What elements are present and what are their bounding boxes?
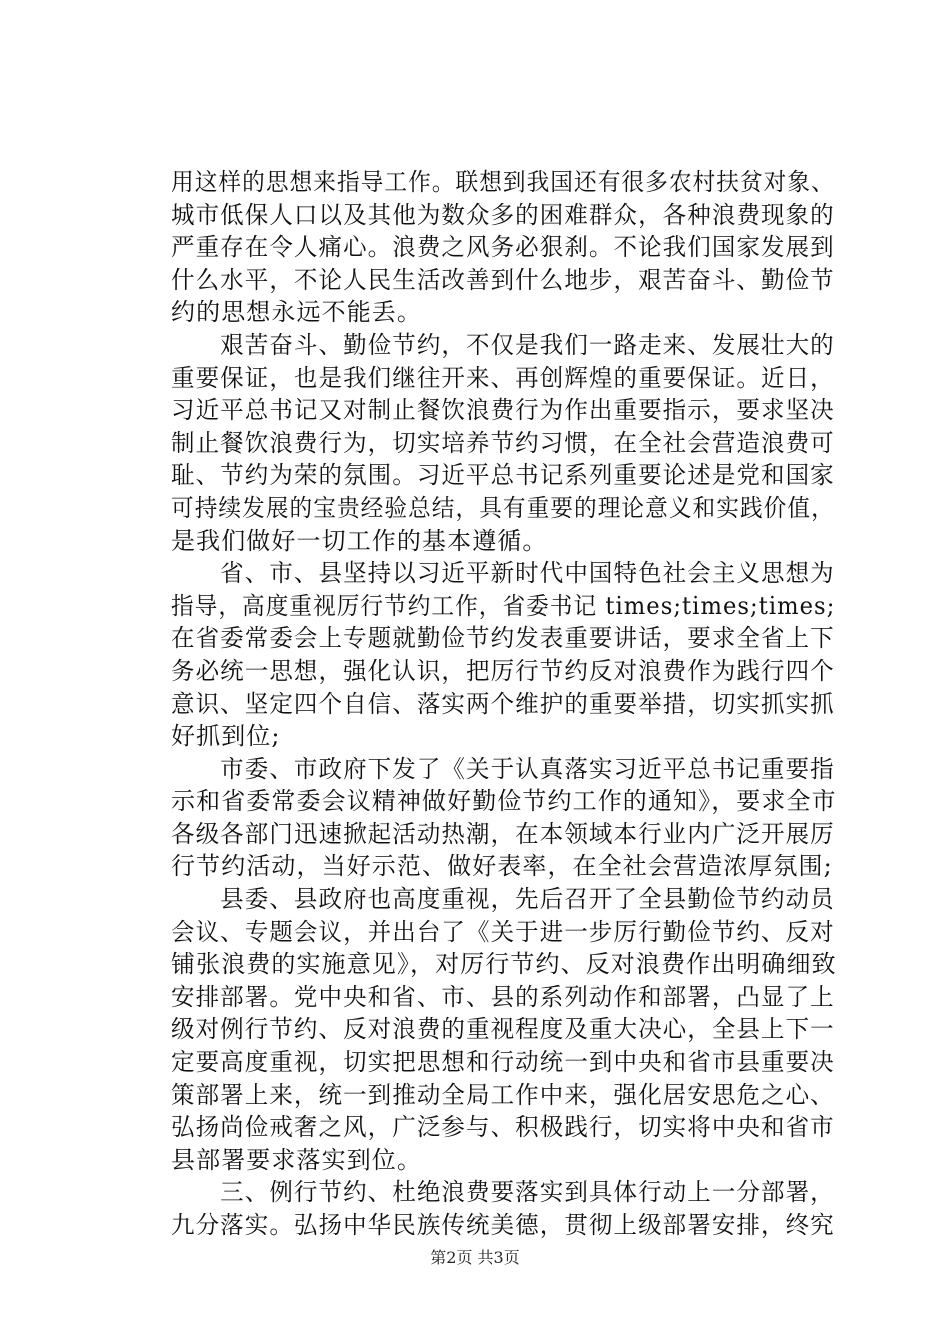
text-line: 在省委常委会上专题就勤俭节约发表重要讲话，要求全省上下: [171, 624, 835, 653]
text-line: 九分落实。弘扬中华民族传统美德，贯彻上级部署安排，终究: [171, 1211, 835, 1239]
text-line: 艰苦奋斗、勤俭节约，不仅是我们一路走来、发展壮大的: [171, 330, 835, 359]
text-line: 务必统一思想，强化认识，把厉行节约反对浪费作为践行四个: [171, 656, 835, 685]
text-line: 习近平总书记又对制止餐饮浪费行为作出重要指示，要求坚决: [171, 396, 835, 425]
text-line: 县部署要求落实到位。: [171, 1145, 422, 1174]
text-line: 会议、专题会议，并出台了《关于进一步厉行勤俭节约、反对: [171, 917, 835, 946]
text-line: 市委、市政府下发了《关于认真落实习近平总书记重要指: [171, 754, 835, 783]
text-line: 什么水平，不论人民生活改善到什么地步，艰苦奋斗、勤俭节: [171, 265, 835, 294]
text-line: 意识、坚定四个自信、落实两个维护的重要举措，切实抓实抓: [171, 689, 835, 718]
text-line: 重要保证，也是我们继往开来、再创辉煌的重要保证。近日，: [171, 363, 835, 392]
text-line: 弘扬尚俭戒奢之风，广泛参与、积极践行，切实将中央和省市: [171, 1113, 835, 1142]
text-line: 三、例行节约、杜绝浪费要落实到具体行动上一分部署，: [171, 1178, 835, 1207]
text-line: 城市低保人口以及其他为数众多的困难群众，各种浪费现象的: [171, 200, 835, 229]
text-line: 约的思想永远不能丢。: [171, 298, 422, 327]
text-line: 耻、节约为荣的氛围。习近平总书记系列重要论述是党和国家: [171, 461, 835, 490]
text-line: 行节约活动，当好示范、做好表率，在全社会营造浓厚氛围;: [171, 852, 833, 881]
text-line: 好抓到位;: [171, 722, 281, 751]
text-line: 严重存在令人痛心。浪费之风务必狠刹。不论我们国家发展到: [171, 233, 835, 262]
text-line: 策部署上来，统一到推动全局工作中来，强化居安思危之心、: [171, 1080, 835, 1109]
text-line: 各级各部门迅速掀起活动热潮，在本领域本行业内广泛开展厉: [171, 819, 835, 848]
text-line: 示和省委常委会议精神做好勤俭节约工作的通知》，要求全市: [171, 787, 837, 816]
text-line: 县委、县政府也高度重视，先后召开了全县勤俭节约动员: [171, 885, 835, 914]
text-line: 铺张浪费的实施意见》，对厉行节约、反对浪费作出明确细致: [171, 950, 837, 979]
text-line: 级对例行节约、反对浪费的重视程度及重大决心，全县上下一: [171, 1015, 835, 1044]
text-line: 指导，高度重视厉行节约工作，省委书记 times;times;times;: [171, 591, 836, 620]
text-line: 省、市、县坚持以习近平新时代中国特色社会主义思想为: [171, 559, 835, 588]
text-line: 定要高度重视，切实把思想和行动统一到中央和省市县重要决: [171, 1048, 835, 1077]
text-line: 安排部署。党中央和省、市、县的系列动作和部署，凸显了上: [171, 982, 835, 1011]
text-line: 可持续发展的宝贵经验总结，具有重要的理论意义和实践价值，: [171, 493, 835, 522]
page-footer: 第2页 共3页: [430, 1248, 520, 1267]
document-body: [171, 166, 835, 1242]
text-line: 用这样的思想来指导工作。联想到我国还有很多农村扶贫对象、: [171, 168, 835, 196]
text-line: 是我们做好一切工作的基本遵循。: [171, 526, 548, 555]
text-line: 制止餐饮浪费行为，切实培养节约习惯，在全社会营造浪费可: [171, 428, 835, 457]
